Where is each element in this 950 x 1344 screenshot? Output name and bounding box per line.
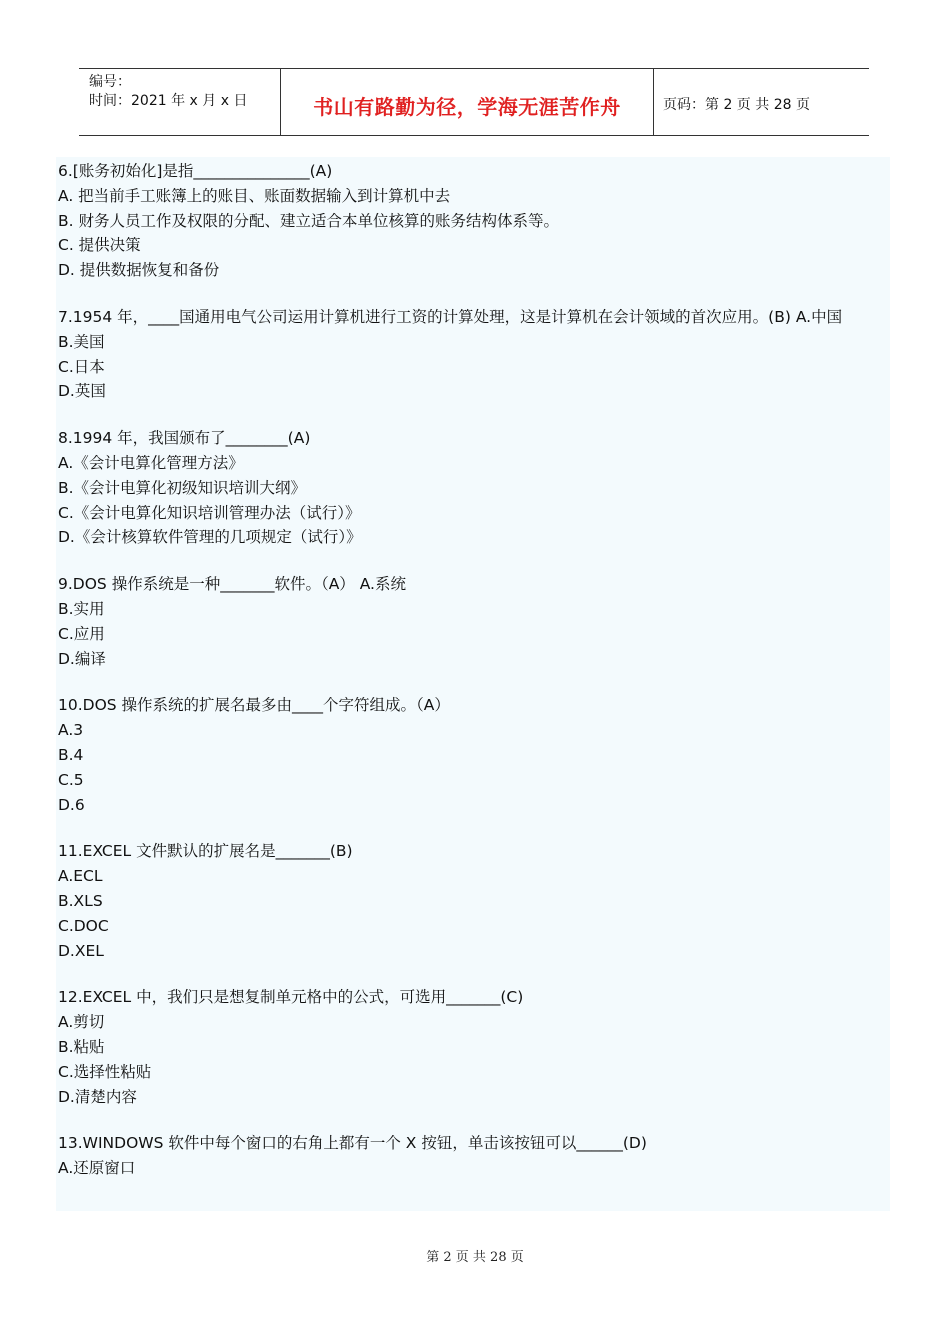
question-option: D.编译 bbox=[58, 649, 106, 668]
question-block bbox=[58, 305, 890, 404]
question-stem: 8.1994 年，我国颁布了________(A) bbox=[58, 429, 311, 448]
question-option: C.应用 bbox=[58, 624, 105, 643]
question-option: A.还原窗口 bbox=[58, 1159, 136, 1178]
question-option: A.剪切 bbox=[58, 1013, 105, 1032]
question-option: B.XLS bbox=[58, 891, 103, 910]
question-block bbox=[58, 572, 890, 671]
question-option: B.4 bbox=[58, 745, 84, 764]
page-header bbox=[79, 68, 869, 136]
question-option: D.清楚内容 bbox=[58, 1087, 137, 1106]
question-option: B.实用 bbox=[58, 599, 105, 618]
question-block bbox=[58, 426, 890, 550]
question-option: C.5 bbox=[58, 770, 84, 789]
question-option: B.《会计电算化初级知识培训大纲》 bbox=[58, 478, 307, 497]
question-option: C.DOC bbox=[58, 916, 109, 935]
question-stem: 10.DOS 操作系统的扩展名最多由____个字符组成。（A） bbox=[58, 696, 450, 715]
question-option: C.日本 bbox=[58, 357, 105, 376]
header-page-info: 页码：第 2 页 共 28 页 bbox=[663, 97, 810, 113]
question-option: D.XEL bbox=[58, 941, 104, 960]
question-option: B.粘贴 bbox=[58, 1037, 105, 1056]
question-stem: 13.WINDOWS 软件中每个窗口的右角上都有一个 X 按钮，单击该按钮可以______(D) bbox=[58, 1134, 647, 1153]
question-block bbox=[58, 693, 890, 817]
question-option: C.选择性粘贴 bbox=[58, 1062, 152, 1081]
question-option: B.美国 bbox=[58, 332, 105, 351]
header-divider bbox=[653, 69, 654, 135]
question-option: D.《会计核算软件管理的几项规定（试行）》 bbox=[58, 528, 362, 547]
question-option: C.《会计电算化知识培训管理办法（试行）》 bbox=[58, 503, 361, 522]
question-stem: 9.DOS 操作系统是一种_______软件。（A） A.系统 bbox=[58, 575, 406, 594]
question-option: A.ECL bbox=[58, 867, 103, 886]
question-block bbox=[58, 985, 890, 1109]
question-option: C. 提供决策 bbox=[58, 236, 141, 255]
header-motto: 书山有路勤为径，学海无涯苦作舟 bbox=[313, 95, 621, 119]
header-meta bbox=[89, 73, 247, 111]
question-option: A. 把当前手工账簿上的账目、账面数据输入到计算机中去 bbox=[58, 186, 451, 205]
header-number-label: 编号： bbox=[89, 74, 131, 90]
question-list bbox=[56, 157, 890, 1211]
header-time-label: 时间：2021 年 x 月 x 日 bbox=[89, 93, 248, 109]
question-stem: 7.1954 年，____国通用电气公司运用计算机进行工资的计算处理，这是计算机在会计领域的首次应用。(B) A.中国 bbox=[58, 307, 843, 326]
question-option: A.《会计电算化管理方法》 bbox=[58, 453, 244, 472]
question-option: D.英国 bbox=[58, 382, 106, 401]
page-footer: 第 2 页 共 28 页 bbox=[426, 1250, 524, 1265]
question-stem: 6.[账务初始化]是指_______________(A) bbox=[58, 162, 333, 180]
question-stem: 12.EXCEL 中，我们只是想复制单元格中的公式，可选用_______(C) bbox=[58, 988, 524, 1007]
question-option: A.3 bbox=[58, 721, 84, 740]
question-option: D.6 bbox=[58, 795, 85, 814]
question-stem: 11.EXCEL 文件默认的扩展名是_______(B) bbox=[58, 842, 353, 861]
question-block bbox=[58, 159, 890, 283]
question-block bbox=[58, 1131, 890, 1181]
question-option: B. 财务人员工作及权限的分配、建立适合本单位核算的账务结构体系等。 bbox=[58, 211, 559, 230]
question-block bbox=[58, 839, 890, 963]
question-option: D. 提供数据恢复和备份 bbox=[58, 261, 220, 280]
